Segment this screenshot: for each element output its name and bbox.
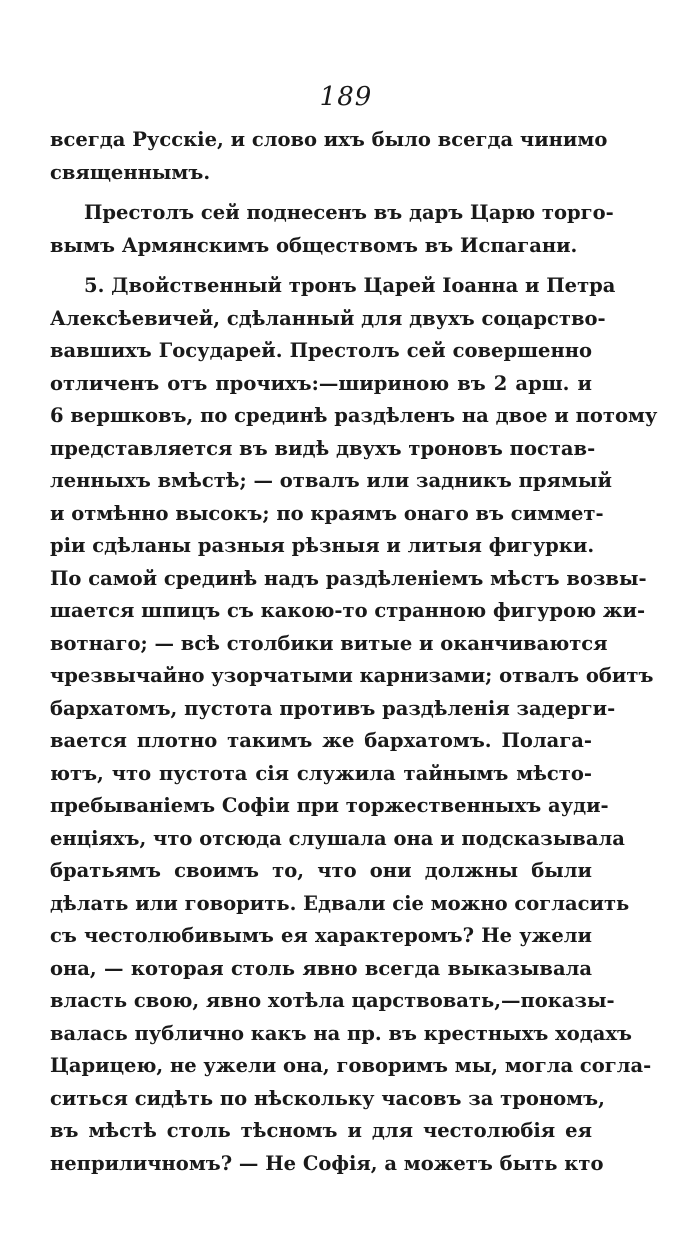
text-line: представляется въ видѣ двухъ троновъ постав- [50, 436, 596, 460]
text-line: ленныхъ вмѣстѣ; — отвалъ или задникъ прямый [50, 469, 612, 492]
text-line: священнымъ. [50, 160, 211, 184]
text-line: и отмѣнно высокъ; по краямъ онаго въ симмет- [50, 501, 604, 525]
text-line: неприличномъ? — Не Софія, а можетъ быть кто [50, 1151, 604, 1175]
text-line: вается плотно такимъ же бархатомъ. Полага- [50, 729, 592, 752]
text-line: валась публично какъ на пр. въ крестныхъ ходахъ [50, 1021, 632, 1045]
text-line: она, — которая столь явно всегда выказывала [50, 956, 592, 980]
text-line: власть свою, явно хотѣла царствовать,—показы- [50, 989, 615, 1012]
text-line: Царицею, не ужели она, говоримъ мы, могла согла- [50, 1054, 652, 1077]
text-line: съ честолюбивымъ ея характеромъ? Не ужели [50, 924, 592, 947]
text-line: вымъ Армянскимъ обществомъ въ Испагани. [50, 233, 578, 257]
text-line: дѣлать или говорить. Едвали сіе можно согласить [50, 891, 630, 915]
body-text [50, 124, 658, 1180]
text-line: братьямъ своимъ то, что они должны были [50, 859, 592, 882]
text-line: вотнаго; — всѣ столбики витые и оканчиваются [50, 631, 608, 655]
text-line: шается шпицъ съ какою-то странною фигурою жи- [50, 599, 646, 622]
text-line: Престолъ сей поднесенъ въ даръ Царю торго- [84, 201, 614, 224]
page-number: 189 [319, 82, 373, 112]
text-line: По самой срединѣ надъ раздѣленіемъ мѣстъ возвы- [50, 566, 647, 590]
paragraph [50, 270, 658, 1180]
paragraph-gap [50, 189, 592, 197]
text-line: въ мѣстѣ столь тѣсномъ и для честолюбія ея [50, 1119, 592, 1142]
text-line: енціяхъ, что отсюда слушала она и подсказывала [50, 826, 625, 850]
text-line: вавшихъ Государей. Престолъ сей совершенно [50, 339, 592, 362]
text-line: отличенъ отъ прочихъ:—шириною въ 2 арш. и [50, 371, 592, 395]
paragraph [50, 197, 614, 262]
text-line: ютъ, что пустота сія служила тайнымъ мѣсто- [50, 761, 592, 785]
text-line: бархатомъ, пустота противъ раздѣленія задерги- [50, 696, 616, 720]
text-line: 5. Двойственный тронъ Царей Іоанна и Петра [84, 274, 616, 297]
text-line: ріи сдѣланы разныя рѣзныя и литыя фигурки. [50, 534, 595, 557]
text-line: всегда Русскіе, и слово ихъ было всегда чинимо [50, 128, 608, 151]
text-line: чрезвычайно узорчатыми карнизами; отвалъ обитъ [50, 664, 654, 687]
paragraph [50, 124, 608, 189]
text-line: 6 вершковъ, по срединѣ раздѣленъ на двое и потому [50, 404, 658, 427]
paragraph-gap [50, 262, 592, 270]
text-line: Алексѣевичей, сдѣланный для двухъ соцарство- [50, 306, 606, 330]
text-line: пребываніемъ Софіи при торжественныхъ ауди- [50, 794, 609, 817]
text-line: ситься сидѣть по нѣскольку часовъ за трономъ, [50, 1086, 605, 1110]
